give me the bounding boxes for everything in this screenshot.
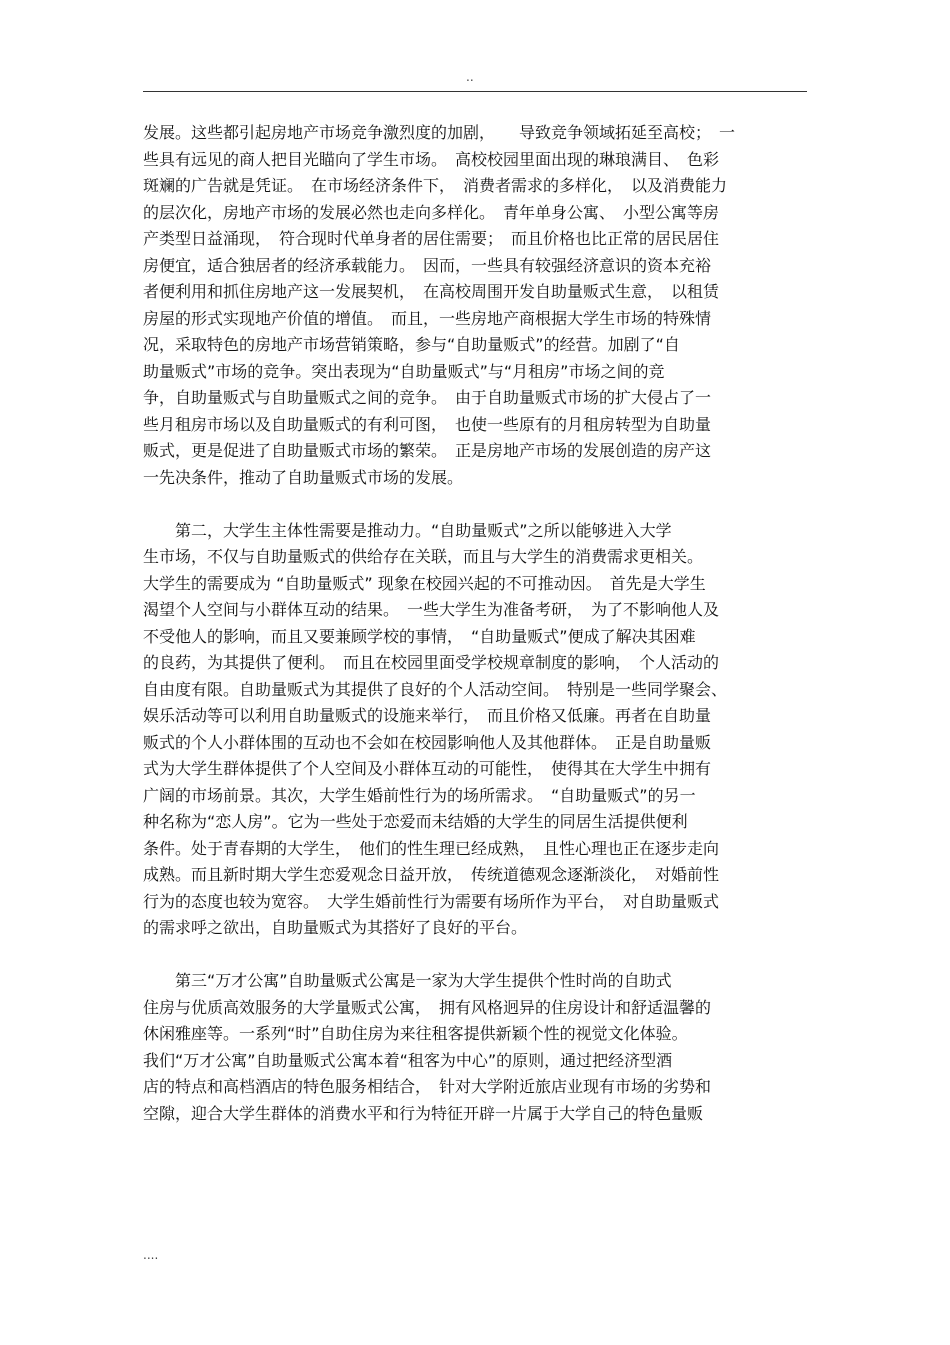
text-line: 休闲雅座等。一系列“时”自助住房为来往租客提供新颖个性的视觉文化体验。	[143, 1024, 688, 1043]
text-line: 斑斓的广告就是凭证。 在市场经济条件下， 消费者需求的多样化， 以及消费能力	[143, 176, 728, 195]
text-line: 的层次化，房地产市场的发展必然也走向多样化。 青年单身公寓、 小型公寓等房	[143, 202, 720, 222]
text-line: 房便宜，适合独居者的经济承载能力。 因而，一些具有较强经济意识的资本充裕	[143, 255, 712, 275]
text-line: 不受他人的影响，而且又要兼顾学校的事情， “自助量贩式”便成了解决其困难	[143, 626, 696, 646]
text-line: 店的特点和高档酒店的特色服务相结合， 针对大学附近旅店业现有市场的劣势和	[143, 1077, 712, 1096]
text-line: 广阔的市场前景。其次，大学生婚前性行为的场所需求。 “自助量贩式”的另一	[143, 785, 696, 805]
text-line: 住房与优质高效服务的大学量贩式公寓， 拥有风格迥异的住房设计和舒适温馨的	[143, 997, 712, 1017]
text-line: 第二，大学生主体性需要是推动力。“自助量贩式”之所以能够进入大学	[143, 520, 672, 540]
text-line: 大学生的需要成为 “自助量贩式” 现象在校园兴起的不可推动因。 首先是大学生	[143, 573, 706, 593]
paragraph-2	[143, 518, 813, 942]
text-line: 者便利用和抓住房地产这一发展契机， 在高校周围开发自助量贩式生意， 以租赁	[143, 282, 720, 301]
text-line: 些月租房市场以及自助量贩式的有利可图， 也使一些原有的月租房转型为自助量	[143, 414, 712, 434]
text-line: 助量贩式”市场的竞争。突出表现为“自助量贩式”与“月租房”市场之间的竞	[143, 361, 665, 381]
text-line: 贩式，更是促进了自助量贩式市场的繁荣。 正是房地产市场的发展创造的房产这	[143, 441, 712, 460]
text-line: 成熟。而且新时期大学生恋爱观念日益开放， 传统道德观念逐渐淡化， 对婚前性	[143, 865, 720, 884]
text-line: 的良药，为其提供了便利。 而且在校园里面受学校规章制度的影响， 个人活动的	[143, 653, 720, 672]
text-line: 空隙，迎合大学生群体的消费水平和行为特征开辟一片属于大学自己的特色量贩	[143, 1103, 704, 1123]
page-header-mark: ..	[466, 70, 474, 84]
text-line: 种名称为“恋人房”。它为一些处于恋爱而未结婚的大学生的同居生活提供便利	[143, 812, 688, 831]
text-line: 渴望个人空间与小群体互动的结果。 一些大学生为准备考研， 为了不影响他人及	[143, 600, 720, 619]
paragraph-1	[143, 120, 813, 491]
text-line: 产类型日益涌现， 符合现时代单身者的居住需要； 而且价格也比正常的居民居住	[143, 229, 720, 248]
text-line: 一先决条件，推动了自助量贩式市场的发展。	[143, 467, 464, 487]
text-line: 况，采取特色的房地产市场营销策略，参与“自助量贩式”的经营。加剧了“自	[143, 335, 680, 354]
text-line: 式为大学生群体提供了个人空间及小群体互动的可能性， 使得其在大学生中拥有	[143, 759, 712, 778]
text-line: 争，自助量贩式与自助量贩式之间的竞争。 由于自助量贩式市场的扩大侵占了一	[143, 388, 712, 407]
text-line: 我们“万才公寓”自助量贩式公寓本着“租客为中心”的原则，通过把经济型酒	[143, 1050, 673, 1070]
text-line: 生市场，不仅与自助量贩式的供给存在关联，而且与大学生的消费需求更相关。	[143, 547, 704, 566]
paragraph-spacer	[143, 942, 813, 969]
paragraph-spacer	[143, 491, 813, 518]
text-line: 自由度有限。自助量贩式为其提供了良好的个人活动空间。 特别是一些同学聚会、	[143, 679, 728, 699]
header-rule	[143, 91, 807, 92]
text-line: 发展。这些都引起房地产市场竞争激烈度的加剧， 导致竞争领域拓延至高校； 一	[143, 123, 736, 142]
paragraph-3	[143, 968, 813, 1127]
text-line: 的需求呼之欲出，自助量贩式为其搭好了良好的平台。	[143, 918, 528, 937]
text-line: 条件。处于青春期的大学生， 他们的性生理已经成熟， 且性心理也正在逐步走向	[143, 838, 720, 858]
document-body	[143, 120, 813, 1127]
text-line: 房屋的形式实现地产价值的增值。 而且，一些房地产商根据大学生市场的特殊情	[143, 308, 712, 328]
text-line: 娱乐活动等可以利用自助量贩式的设施来举行， 而且价格又低廉。再者在自助量	[143, 706, 712, 725]
page-footer-mark: ....	[143, 1248, 159, 1262]
text-line: 贩式的个人小群体围的互动也不会如在校园影响他人及其他群体。 正是自助量贩	[143, 732, 712, 752]
text-line: 行为的态度也较为宽容。 大学生婚前性行为需要有场所作为平台， 对自助量贩式	[143, 891, 720, 911]
text-line: 些具有远见的商人把目光瞄向了学生市场。 高校校园里面出现的琳琅满目、 色彩	[143, 149, 720, 169]
text-line: 第三“万才公寓”自助量贩式公寓是一家为大学生提供个性时尚的自助式	[143, 971, 672, 990]
